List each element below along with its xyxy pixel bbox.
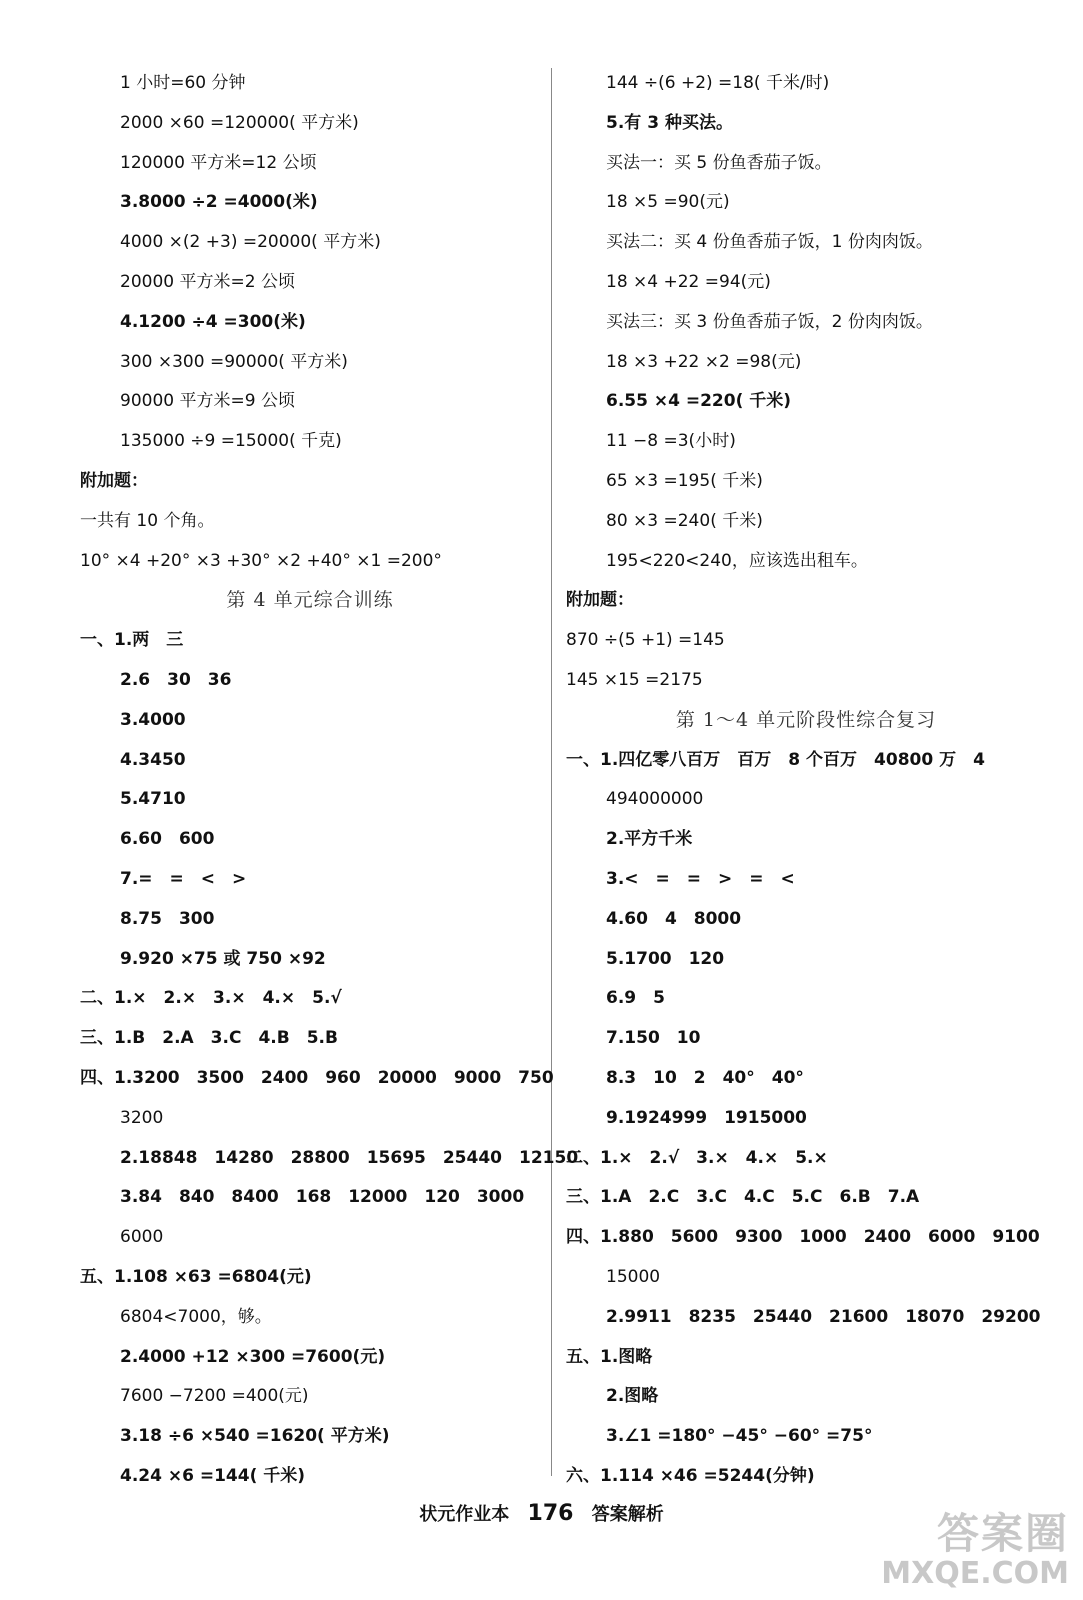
answer-line: 二、1.× 2.× 3.× 4.× 5.√ — [80, 988, 342, 1009]
answer-line: 7.150 10 — [606, 1028, 701, 1049]
answer-line: 四、1.3200 3500 2400 960 20000 9000 750 — [80, 1067, 554, 1088]
answer-line: 4.60 4 8000 — [606, 908, 742, 929]
answer-line: 15000 — [606, 1266, 661, 1287]
answer-line: 494000000 — [606, 789, 704, 810]
answer-line: 10° ×4 +20° ×3 +30° ×2 +40° ×1 =200° — [80, 550, 442, 571]
answer-line: 3.4000 — [120, 709, 186, 730]
answer-line: 300 ×300 =90000( 平方米) — [120, 351, 348, 372]
answer-line: 135000 ÷9 =15000( 千克) — [120, 431, 342, 452]
answer-line: 65 ×3 =195( 千米) — [606, 470, 763, 491]
watermark-logo: 答案圈 — [936, 1509, 1069, 1558]
answer-line: 一、1.两 三 — [80, 630, 184, 651]
section-heading: 第 4 单元综合训练 — [226, 589, 394, 612]
answer-line: 11 −8 =3(小时) — [606, 431, 736, 452]
answer-line: 18 ×3 +22 ×2 =98(元) — [606, 351, 802, 372]
answer-line: 4.3450 — [120, 749, 186, 770]
answer-line: 6000 — [120, 1227, 164, 1248]
answer-line: 6.9 5 — [606, 988, 665, 1009]
answer-line: 2.18848 14280 28800 15695 25440 12150 — [120, 1147, 579, 1168]
footer-section-title: 答案解析 — [591, 1504, 664, 1525]
answer-line: 一共有 10 个角。 — [80, 510, 215, 531]
answer-line: 5.1700 120 — [606, 948, 725, 969]
answer-line: 3.18 ÷6 ×540 =1620( 平方米) — [120, 1426, 390, 1447]
answer-line: 附加题： — [566, 590, 634, 611]
answer-line: 18 ×5 =90(元) — [606, 192, 730, 213]
answer-line: 1 小时=60 分钟 — [120, 73, 246, 93]
answer-line: 3.∠1 =180° −45° −60° =75° — [606, 1426, 873, 1447]
answer-line: 120000 平方米=12 公顷 — [120, 152, 317, 173]
answer-line: 145 ×15 =2175 — [566, 669, 703, 690]
answer-line: 2.图略 — [606, 1386, 659, 1407]
answer-line: 买法一：买 5 份鱼香茄子饭。 — [606, 152, 832, 173]
answer-line: 2.平方千米 — [606, 829, 693, 850]
answer-line: 二、1.× 2.√ 3.× 4.× 5.× — [566, 1147, 828, 1168]
right-column — [566, 64, 1046, 1497]
answer-line: 2000 ×60 =120000( 平方米) — [120, 112, 359, 133]
answer-line: 9.920 ×75 或 750 ×92 — [120, 948, 326, 969]
answer-line: 3.84 840 8400 168 12000 120 3000 — [120, 1187, 525, 1208]
answer-line: 五、1.图略 — [566, 1346, 653, 1367]
answer-line: 3.8000 ÷2 =4000(米) — [120, 192, 318, 213]
page-number: 176 — [527, 1501, 574, 1526]
answer-line: 4000 ×(2 +3) =20000( 平方米) — [120, 232, 381, 253]
answer-line: 8.75 300 — [120, 908, 215, 929]
answer-line: 5.有 3 种买法。 — [606, 112, 733, 133]
answer-line: 五、1.108 ×63 =6804(元) — [80, 1266, 312, 1287]
watermark — [869, 1509, 1069, 1594]
answer-line: 18 ×4 +22 =94(元) — [606, 271, 771, 292]
answer-line: 144 ÷(6 +2) =18( 千米/时) — [606, 73, 830, 93]
watermark-site: MXQE.COM — [881, 1556, 1069, 1591]
left-column — [80, 64, 579, 1497]
answer-line: 4.1200 ÷4 =300(米) — [120, 311, 306, 332]
column-divider — [551, 68, 552, 1476]
answer-line: 2.9911 8235 25440 21600 18070 29200 — [606, 1306, 1041, 1327]
answer-line: 3200 — [120, 1107, 164, 1128]
answer-line: 195<220<240，应该选出租车。 — [606, 550, 868, 571]
answer-line: 附加题： — [80, 470, 148, 491]
answer-line: 7600 −7200 =400(元) — [120, 1386, 309, 1407]
answer-line: 六、1.114 ×46 =5244(分钟) — [566, 1465, 815, 1486]
answer-line: 三、1.A 2.C 3.C 4.C 5.C 6.B 7.A — [566, 1187, 920, 1208]
answer-line: 四、1.880 5600 9300 1000 2400 6000 9100 — [566, 1227, 1040, 1248]
answer-line: 20000 平方米=2 公顷 — [120, 271, 295, 292]
answer-line: 9.1924999 1915000 — [606, 1107, 807, 1128]
answer-line: 5.4710 — [120, 789, 186, 810]
answer-line: 买法三：买 3 份鱼香茄子饭，2 份肉肉饭。 — [606, 311, 933, 332]
answer-line: 6.60 600 — [120, 829, 215, 850]
footer-book-title: 状元作业本 — [419, 1504, 510, 1525]
answer-line: 一、1.四亿零八百万 百万 8 个百万 40800 万 4 — [566, 749, 985, 770]
answer-line: 4.24 ×6 =144( 千米) — [120, 1465, 306, 1486]
answer-line: 8.3 10 2 40° 40° — [606, 1067, 804, 1088]
answer-line: 870 ÷(5 +1) =145 — [566, 630, 725, 651]
answer-line: 6.55 ×4 =220( 千米) — [606, 391, 792, 412]
section-heading: 第 1～4 单元阶段性综合复习 — [675, 708, 937, 731]
answer-line: 买法二：买 4 份鱼香茄子饭，1 份肉肉饭。 — [606, 232, 933, 253]
answer-line: 3.< = = > = < — [606, 868, 795, 889]
answer-line: 80 ×3 =240( 千米) — [606, 510, 763, 531]
answer-line: 三、1.B 2.A 3.C 4.B 5.B — [80, 1028, 338, 1049]
answer-line: 2.4000 +12 ×300 =7600(元) — [120, 1346, 386, 1367]
answer-line: 7.= = < > — [120, 868, 247, 889]
answer-line: 90000 平方米=9 公顷 — [120, 391, 295, 412]
answer-line: 6804<7000，够。 — [120, 1306, 272, 1327]
answer-line: 2.6 30 36 — [120, 669, 232, 690]
